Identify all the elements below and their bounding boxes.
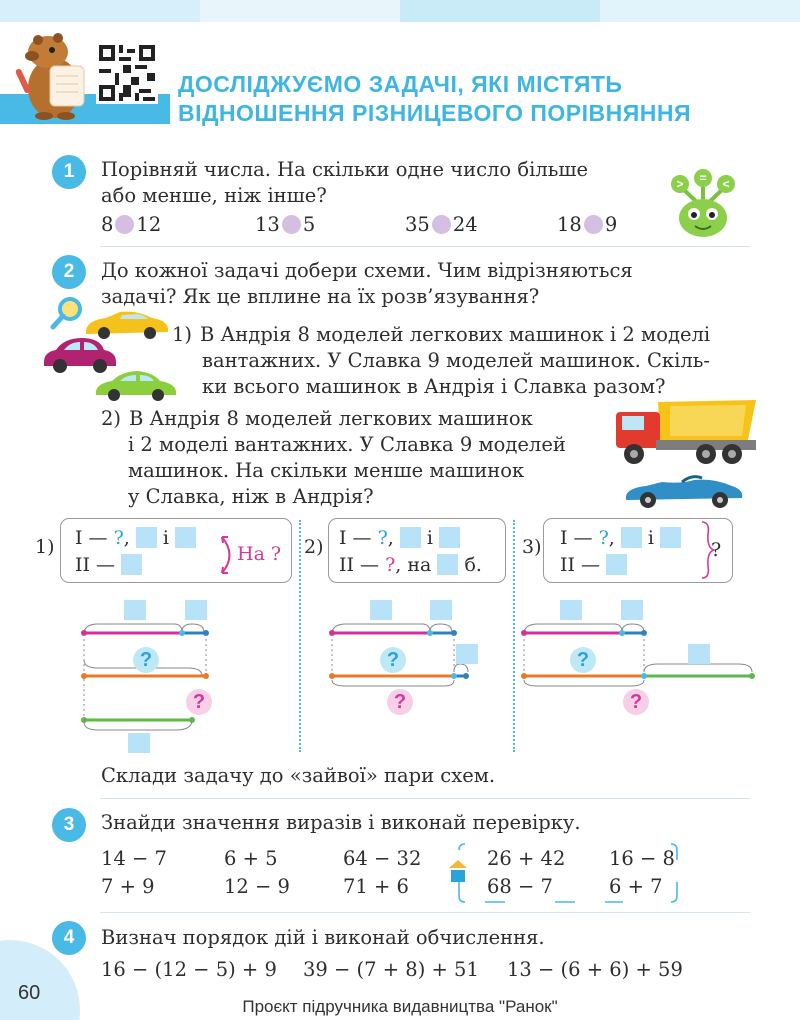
- row-label: I —: [75, 527, 108, 549]
- curved-arrow-icon: [219, 533, 239, 577]
- divider: [100, 246, 750, 247]
- expression-column: [487, 845, 565, 901]
- expression: 6 + 7: [609, 875, 663, 898]
- expression-column: [101, 845, 167, 901]
- segment-diagram-3: [518, 620, 758, 690]
- dump-truck-icon: [610, 396, 760, 468]
- expression: 13 − (6 + 6) + 59: [507, 958, 683, 981]
- question-mark: ?: [385, 554, 396, 576]
- task-number: 1: [52, 155, 86, 189]
- text-line: задачі? Як це вплине на їх розв’язування?: [101, 285, 540, 308]
- row-label: II —: [339, 554, 380, 576]
- problem-2: [101, 406, 566, 510]
- problem-label: 1): [172, 323, 193, 346]
- segment-diagram-1: [78, 620, 218, 740]
- top-band-segment: [600, 0, 800, 22]
- expression: 39 − (7 + 8) + 51: [303, 958, 479, 981]
- scheme-label: 2): [304, 536, 324, 558]
- row-label: I —: [560, 527, 593, 549]
- question-ball: ?: [387, 689, 413, 715]
- expression: 7 + 9: [101, 875, 155, 898]
- text-line: До кожної задачі добери схеми. Чим відрізняються: [101, 259, 633, 282]
- question-mark: ?: [598, 527, 609, 549]
- page-title: [178, 70, 691, 128]
- expression: 6 + 5: [224, 847, 278, 870]
- task-number: 4: [52, 921, 86, 955]
- blank-box[interactable]: [439, 527, 460, 548]
- blank-box[interactable]: [437, 554, 458, 575]
- scheme-label: 1): [35, 536, 55, 558]
- compare-pair: [405, 213, 478, 236]
- blank-box[interactable]: [430, 600, 452, 620]
- scheme-label: 3): [522, 536, 542, 558]
- green-car-icon: [92, 367, 178, 401]
- magnifier-icon: [48, 296, 84, 332]
- task-text: Знайди значення виразів і виконай перевірку.: [101, 811, 581, 834]
- qr-code-icon: [96, 42, 158, 104]
- question-ball: ?: [623, 689, 649, 715]
- expression: 16 − 8: [609, 847, 675, 870]
- blank-box[interactable]: [660, 527, 681, 548]
- expression: 12 − 9: [224, 875, 290, 898]
- blank-box[interactable]: [621, 600, 643, 620]
- expression: 26 + 42: [487, 847, 566, 870]
- blank-box[interactable]: [400, 527, 421, 548]
- blank-box[interactable]: [370, 600, 392, 620]
- scheme-box-2: I — ?, і II — ?, на б.: [328, 518, 506, 583]
- compare-pair: [101, 213, 161, 236]
- number: 13: [255, 213, 280, 236]
- number: 12: [136, 213, 162, 236]
- row-label: I —: [339, 527, 372, 549]
- conjunction: і: [426, 527, 433, 549]
- compare-slot[interactable]: [584, 215, 603, 234]
- task-number: 2: [52, 255, 86, 289]
- expression: 16 − (12 − 5) + 9: [101, 958, 277, 981]
- task-number: 3: [52, 808, 86, 842]
- blank-box[interactable]: [124, 600, 146, 620]
- blank-box[interactable]: [121, 554, 142, 575]
- number: 35: [405, 213, 430, 236]
- page-number: 60: [18, 982, 41, 1004]
- conjunction: і: [647, 527, 654, 549]
- expression-column: [609, 845, 675, 901]
- scheme-box-3: I — ?, і II —: [543, 518, 733, 583]
- footer-note: Проєкт підручника видавництва "Ранок": [242, 997, 558, 1016]
- question-ball: ?: [570, 647, 596, 673]
- compare-slot[interactable]: [282, 215, 301, 234]
- blank-box[interactable]: [560, 600, 582, 620]
- divider: [100, 798, 750, 799]
- blank-box[interactable]: [128, 733, 150, 753]
- blank-box[interactable]: [688, 644, 710, 664]
- number: 8: [101, 213, 114, 236]
- difference-label: На ?: [237, 543, 282, 565]
- row-label: II —: [560, 554, 601, 576]
- question-mark: ?: [377, 527, 388, 549]
- text-line: і 2 моделі вантажних. У Славка 9 моделей: [128, 433, 566, 456]
- sign-label: <: [722, 177, 730, 191]
- blank-box[interactable]: [185, 600, 207, 620]
- expression: 64 − 32: [343, 847, 422, 870]
- column-divider: [299, 520, 301, 752]
- text-line: вантажних. У Славка 9 моделей машинок. Скіль-: [202, 349, 710, 372]
- row-label: II —: [75, 554, 116, 576]
- column-divider: [513, 520, 515, 752]
- sign-label: =: [699, 171, 707, 185]
- text-line: або менше, ніж інше?: [101, 184, 327, 207]
- task-text: [101, 258, 633, 310]
- text-line: В Андрія 8 моделей легкових машинок і 2 моделі: [200, 323, 711, 346]
- problem-1: [172, 322, 750, 400]
- expression-column: [343, 845, 421, 901]
- blank-box[interactable]: [621, 527, 642, 548]
- divider: [100, 912, 750, 913]
- expression-column: [224, 845, 290, 901]
- text-line: В Андрія 8 моделей легкових машинок: [129, 407, 533, 430]
- question-ball: ?: [133, 647, 159, 673]
- number: 18: [557, 213, 582, 236]
- blue-car-icon: [622, 470, 746, 510]
- text-line: Порівняй числа. На скільки одне число більше: [101, 158, 588, 181]
- text: б.: [464, 554, 482, 576]
- problem-label: 2): [101, 407, 122, 430]
- blank-box[interactable]: [175, 527, 196, 548]
- task-text: [101, 157, 588, 209]
- number: 9: [604, 213, 618, 236]
- alien-mascot-icon: [660, 168, 746, 240]
- capybara-mascot-icon: [14, 26, 96, 122]
- compare-slot[interactable]: [115, 215, 134, 234]
- blank-box[interactable]: [456, 644, 478, 664]
- expression: 68 − 7: [487, 875, 553, 898]
- text-line: у Славка, ніж в Андрія?: [128, 485, 374, 508]
- text: , на: [395, 554, 432, 576]
- title-line: ВІДНОШЕННЯ РІЗНИЦЕВОГО ПОРІВНЯННЯ: [178, 100, 691, 126]
- compare-slot[interactable]: [432, 215, 451, 234]
- top-band-segment: [400, 0, 600, 22]
- compare-pair: [557, 213, 617, 236]
- scheme-box-1: I — ?, і II — На ?: [60, 518, 292, 583]
- text-line: ки всього машинок в Андрія і Славка разом?: [202, 375, 666, 398]
- question-ball: ?: [380, 647, 406, 673]
- expression: 14 − 7: [101, 847, 167, 870]
- compare-pair: [255, 213, 315, 236]
- blank-box[interactable]: [606, 554, 627, 575]
- expression: 71 + 6: [343, 875, 409, 898]
- question-mark: ?: [113, 527, 124, 549]
- number: 24: [452, 213, 478, 236]
- sign-label: >: [676, 177, 684, 191]
- question-ball: ?: [186, 689, 212, 715]
- top-band-segment: [200, 0, 400, 22]
- blank-box[interactable]: [136, 527, 157, 548]
- top-band-segment: [0, 0, 200, 22]
- text-line: машинок. На скільки менше машинок: [128, 459, 525, 482]
- task-text: Визнач порядок дій і виконай обчислення.: [101, 926, 545, 949]
- question-mark: ?: [711, 539, 722, 561]
- number: 5: [302, 213, 316, 236]
- conjunction: і: [162, 527, 169, 549]
- extra-task-text: Склади задачу до «зайвої» пари схем.: [101, 764, 496, 787]
- title-line: ДОСЛІДЖУЄМО ЗАДАЧІ, ЯКІ МІСТЯТЬ: [178, 71, 623, 97]
